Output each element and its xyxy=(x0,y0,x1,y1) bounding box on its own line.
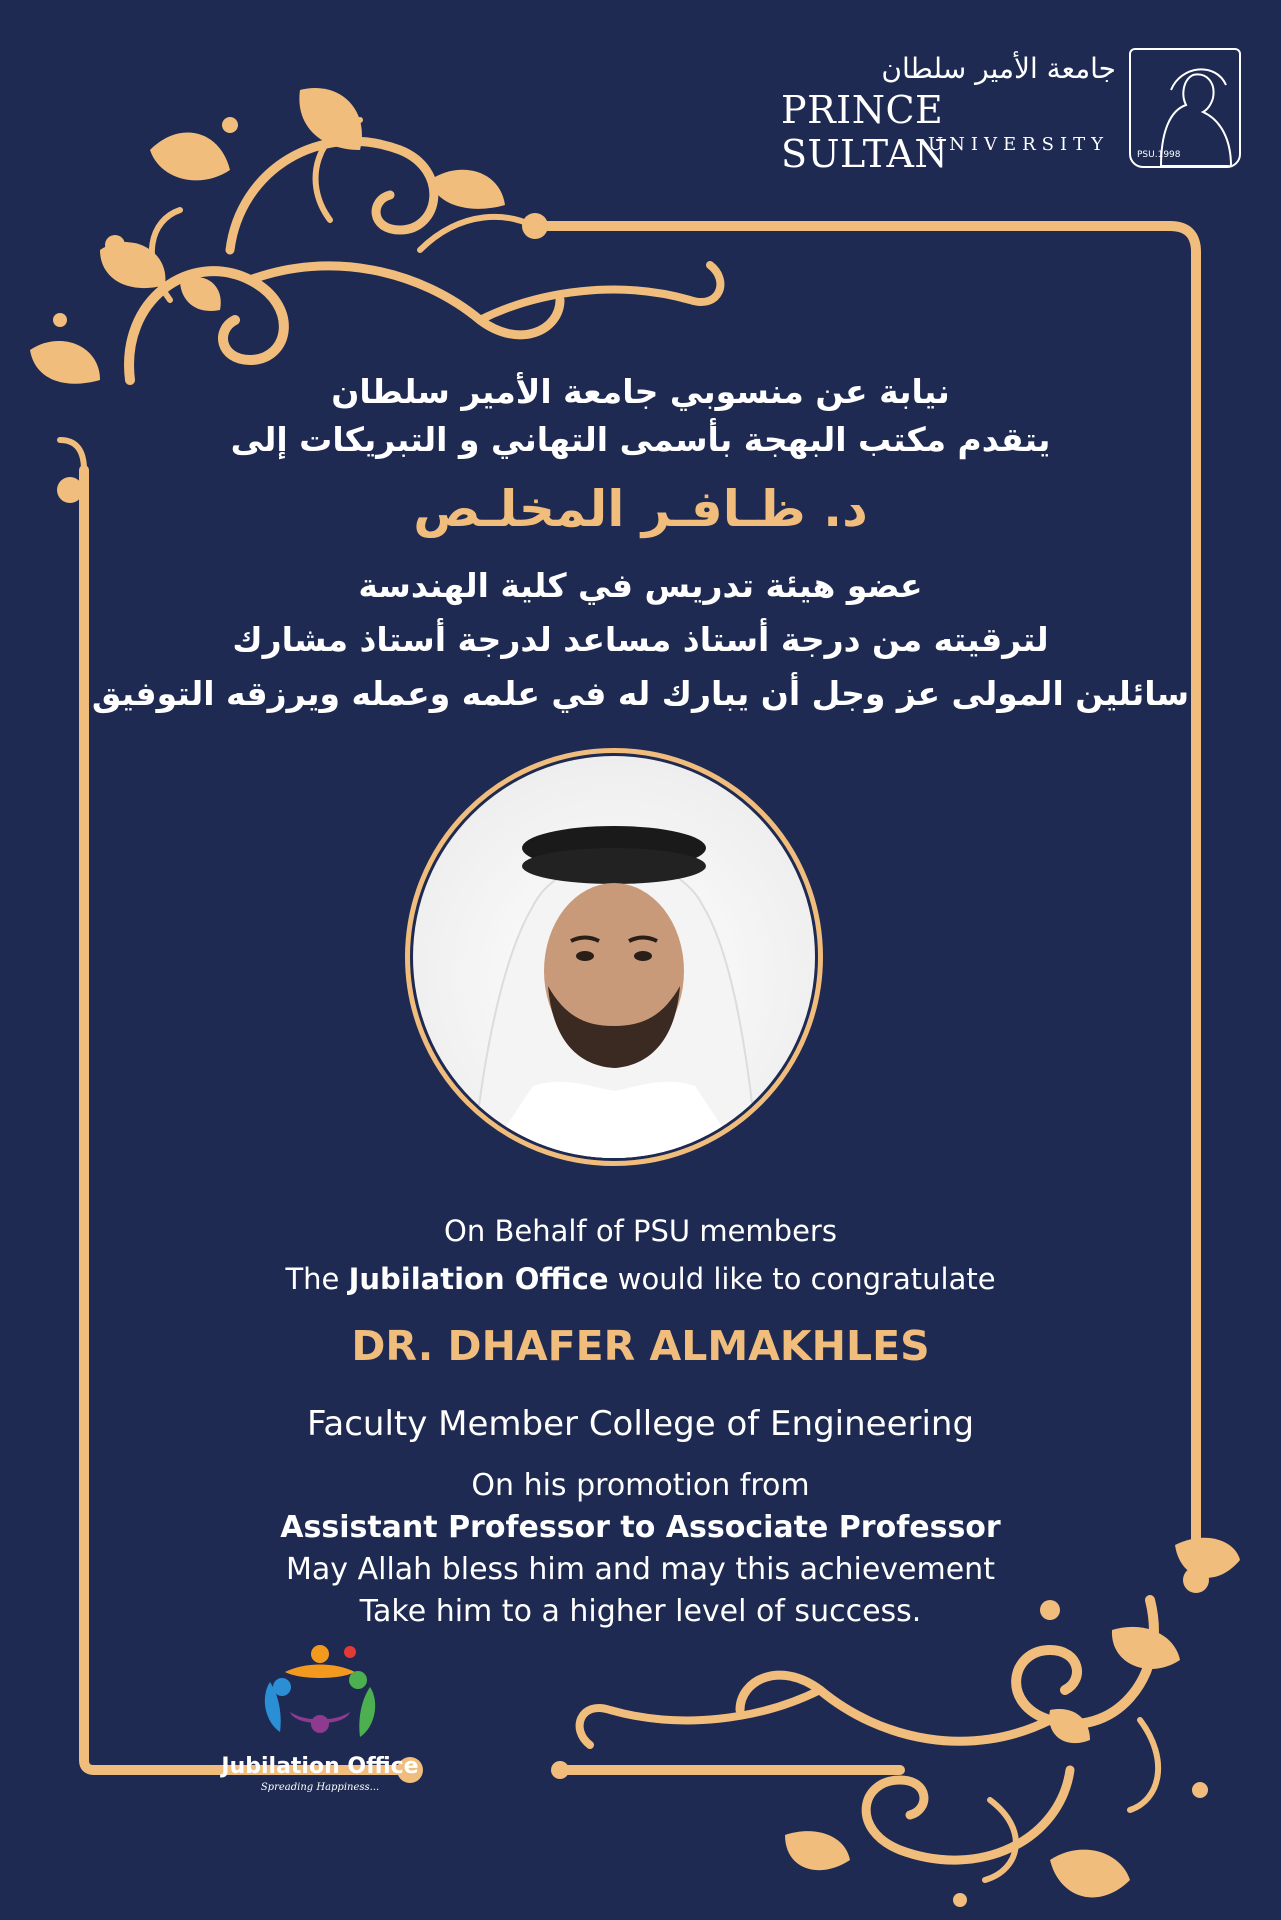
english-line-3: Faculty Member College of Engineering xyxy=(306,1404,975,1444)
psu-logo-name: PRINCE SULTAN xyxy=(781,88,949,176)
english-line-4: On his promotion from xyxy=(471,1468,810,1503)
psu-seal-portrait-icon xyxy=(1129,48,1241,168)
jubilation-office-title: Jubilation Office xyxy=(221,1754,419,1779)
english-line-2-bold: Jubilation Office xyxy=(348,1262,609,1296)
arabic-honoree-name: د. ظـافـر المخلـص xyxy=(413,480,868,538)
english-line-7: Take him to a higher level of success. xyxy=(359,1594,922,1629)
arabic-line-3: عضو هيئة تدريس في كلية الهندسة xyxy=(358,566,923,605)
english-line-6: May Allah bless him and may this achievement xyxy=(286,1552,995,1587)
portrait-photo xyxy=(413,756,815,1158)
jubilation-office-logo xyxy=(210,1632,430,1792)
psu-logo xyxy=(781,48,1241,176)
arabic-line-1: نيابة عن منسوبي جامعة الأمير سلطان xyxy=(331,372,950,411)
arabic-line-2: يتقدم مكتب البهجة بأسمى التهاني و التبريكات إلى xyxy=(230,420,1051,459)
english-line-2-post: would like to congratulate xyxy=(608,1262,996,1296)
arabic-line-5: سائلين المولى عز وجل أن يبارك له في علمه وعمله ويرزقه التوفيق xyxy=(91,674,1190,713)
english-line-2 xyxy=(60,1262,1221,1296)
people-circle-icon xyxy=(210,1632,430,1752)
english-honoree-name: DR. DHAFER ALMAKHLES xyxy=(351,1322,930,1370)
english-line-5: Assistant Professor to Associate Professor xyxy=(280,1510,1001,1545)
arabic-line-4: لترقيته من درجة أستاذ مساعد لدرجة أستاذ مشارك xyxy=(232,620,1049,659)
english-line-1: On Behalf of PSU members xyxy=(444,1214,837,1248)
psu-seal-year: PSU.1998 xyxy=(1137,150,1181,160)
psu-logo-university: UNIVERSITY xyxy=(927,134,1109,155)
english-line-2-pre: The xyxy=(285,1262,349,1296)
psu-logo-arabic: جامعة الأمير سلطان xyxy=(881,52,1116,85)
jubilation-office-tagline: Spreading Happiness... xyxy=(260,1782,380,1793)
